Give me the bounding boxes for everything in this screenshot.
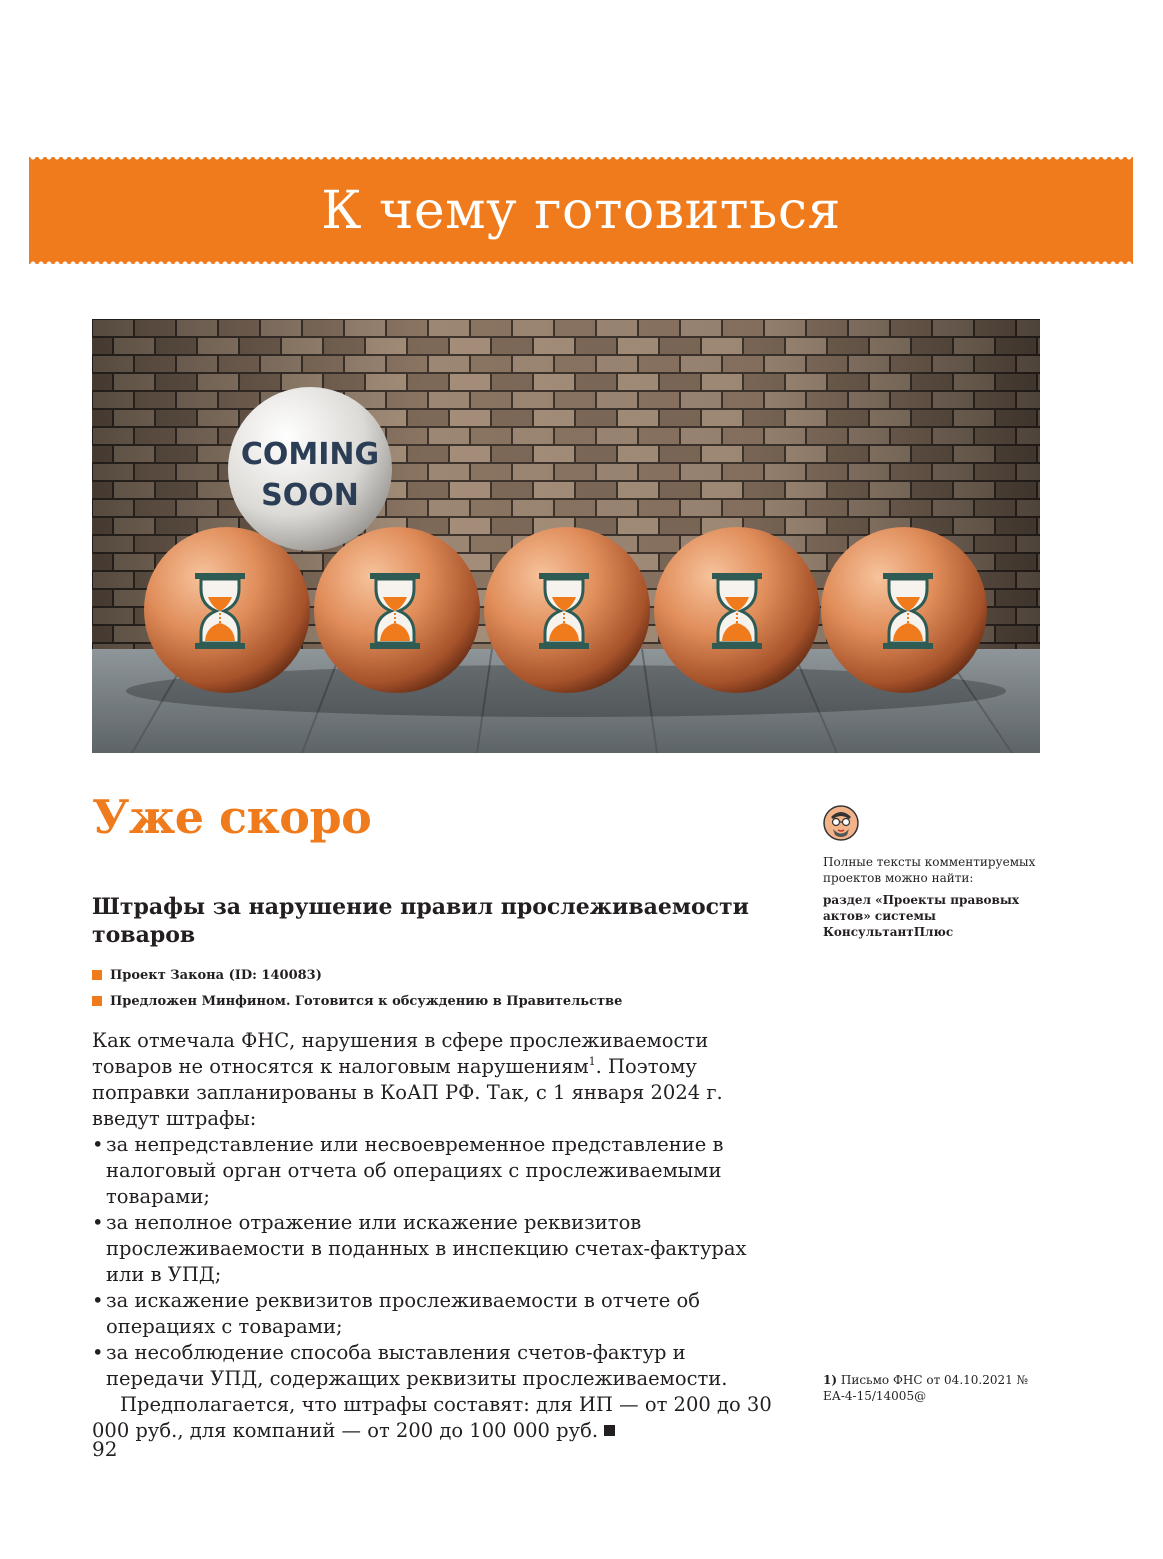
sidebar-source-link[interactable]: раздел «Проекты правовых актов» системы КонсультантПлюс: [823, 893, 1020, 939]
list-item: • за несоблюдение способа выставления счетов-фактур и передачи УПД, содержащих реквизиты прослеживаемости.: [92, 1340, 782, 1392]
footnote-ref[interactable]: 1: [588, 1055, 596, 1068]
meta-item: [92, 962, 622, 988]
intro-paragraph: Как отмечала ФНС, нарушения в сфере прослеживаемости товаров не относятся к налоговым нарушениям$^1$. Поэтому поправки запланированы в КоАП РФ. Так, с 1 января 2024 г. введут штрафы:: [92, 1029, 723, 1130]
list-item: • за искажение реквизитов прослеживаемости в отчете об операциях с товарами;: [92, 1288, 782, 1340]
meta-item: [92, 988, 622, 1014]
ball-text-coming: COMING: [240, 437, 380, 472]
footnote-text: Письмо ФНС от 04.10.2021 № ЕА-4-15/14005@: [823, 1373, 1028, 1403]
consultant-plus-professor-icon: [823, 805, 859, 841]
section-title: Уже скоро: [92, 790, 372, 844]
hero-image: [92, 319, 1040, 753]
sidebar-note-text: Полные тексты комментируемых проектов можно найти:: [823, 855, 1036, 885]
banner-title: К чему готовиться: [321, 180, 841, 241]
list-item: • за непредставление или несвоевременное представление в налоговый орган отчета об операциях с прослеживаемыми товарами;: [92, 1132, 782, 1210]
page-number: 92: [92, 1437, 118, 1461]
footnote-number: 1): [823, 1373, 838, 1387]
conclusion-paragraph: Предполагается, что штрафы составят: для ИП — от 200 до 30 000 руб., для компаний — от 200 до 100 000 руб.: [92, 1393, 772, 1442]
meta-text: Предложен Минфином. Готовится к обсуждению в Правительстве: [110, 993, 623, 1009]
section-banner: [29, 157, 1133, 264]
ball-text-soon: SOON: [261, 478, 359, 513]
article-title: Штрафы за нарушение правил прослеживаемости товаров: [92, 894, 749, 948]
bullet-square-icon: [92, 996, 102, 1006]
article-meta: [92, 962, 622, 1014]
sidebar-note: [823, 805, 1053, 940]
list-item: • за неполное отражение или искажение реквизитов прослеживаемости в поданных в инспекцию счетах-фактурах или в УПД;: [92, 1210, 782, 1288]
end-of-article-icon: [604, 1425, 615, 1436]
bullet-square-icon: [92, 970, 102, 980]
footnote: [823, 1372, 1053, 1404]
fines-list: [92, 1132, 782, 1392]
meta-text: Проект Закона (ID: 140083): [110, 967, 322, 983]
article-body: [92, 1028, 782, 1444]
